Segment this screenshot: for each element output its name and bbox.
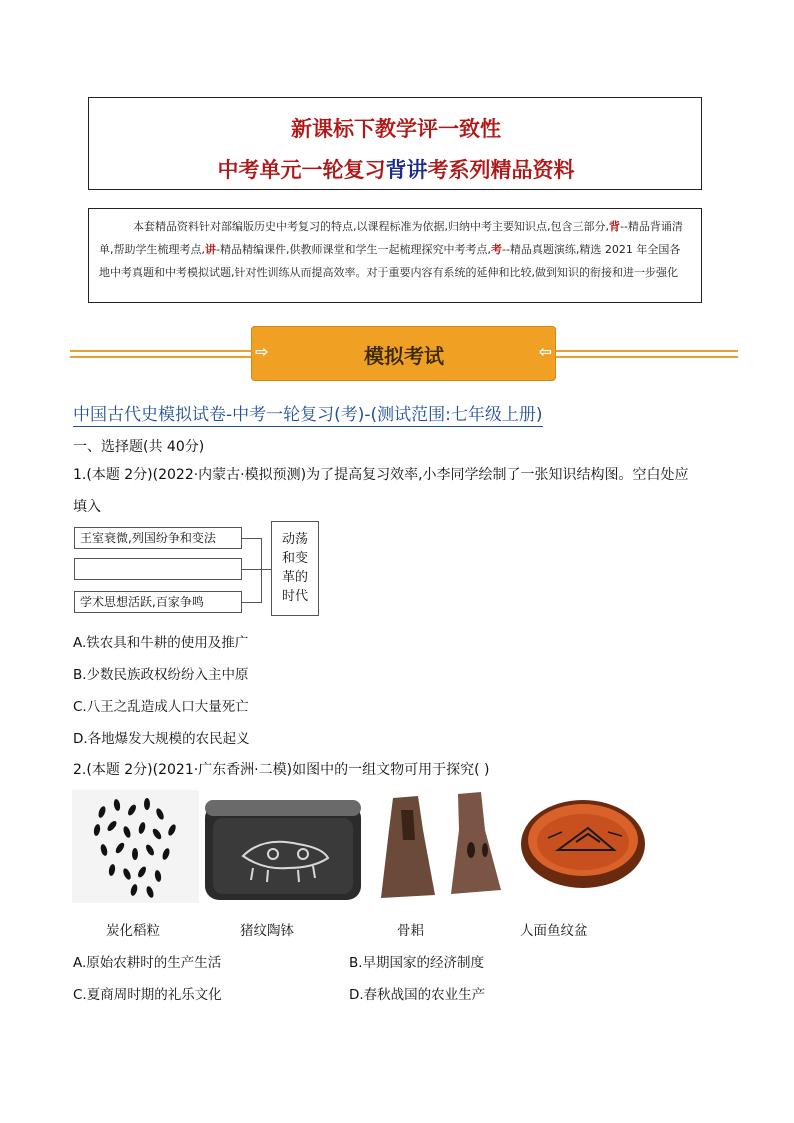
diagram-bracket bbox=[261, 538, 262, 603]
q2-option-c[interactable]: C.夏商周时期的礼乐文化 bbox=[73, 987, 222, 1003]
diagram-connector bbox=[242, 602, 261, 603]
chevron-right-icon: ⇨ bbox=[255, 342, 269, 361]
paper-title: 中国古代史模拟试卷-中考一轮复习(考)-(测试范围:七年级上册) bbox=[73, 400, 543, 427]
banner-label: 模拟考试 bbox=[364, 344, 444, 368]
title-bei: 背 bbox=[385, 157, 407, 182]
q2-option-a[interactable]: A.原始农耕时的生产生活 bbox=[73, 955, 222, 971]
q1-option-c[interactable]: C.八王之乱造成人口大量死亡 bbox=[73, 699, 249, 715]
diagram-result-box bbox=[271, 521, 319, 616]
q2-option-d[interactable]: D.春秋战国的农业生产 bbox=[349, 987, 486, 1003]
diagram-result-line: 革的 bbox=[281, 570, 308, 585]
diagram-result-line: 时代 bbox=[281, 589, 308, 604]
intro-part3: -精品精编课件,供教师课堂和学生一起梳理探究中考考点, bbox=[216, 243, 491, 256]
diagram-connector bbox=[242, 569, 261, 570]
q1-stem-line2: 填入 bbox=[73, 499, 101, 515]
section-banner bbox=[251, 326, 556, 381]
intro-part2: --精品背诵清单,帮助学生梳理考点, bbox=[99, 220, 683, 256]
q2-option-b[interactable]: B.早期国家的经济制度 bbox=[349, 955, 485, 971]
q1-option-d[interactable]: D.各地爆发大规模的农民起义 bbox=[73, 731, 250, 747]
caption-carbonized-rice: 炭化稻粒 bbox=[106, 923, 160, 939]
title-kao: 考 bbox=[427, 157, 449, 182]
title-jiang: 讲 bbox=[406, 157, 428, 182]
intro-kao: 考 bbox=[490, 243, 502, 256]
fish-pattern-basin-image bbox=[518, 798, 648, 894]
diagram-box-3: 学术思想活跃,百家争鸣 bbox=[74, 591, 242, 613]
diagram-box-2-blank bbox=[74, 558, 242, 580]
title-box bbox=[88, 97, 702, 190]
intro-jiang: 讲 bbox=[205, 243, 216, 256]
diagram-connector bbox=[242, 538, 261, 539]
chevron-left-icon: ⇦ bbox=[538, 342, 552, 361]
caption-pig-bowl: 猪纹陶钵 bbox=[240, 923, 294, 939]
caption-bone-spade: 骨耜 bbox=[397, 923, 424, 939]
title-line-1: 新课标下教学评一致性 bbox=[291, 116, 501, 141]
diagram-connector bbox=[261, 569, 271, 570]
caption-fish-basin: 人面鱼纹盆 bbox=[520, 923, 588, 939]
diagram-result-line: 动荡 bbox=[281, 532, 308, 547]
q1-stem-line1: 1.(本题 2分)(2022·内蒙古·模拟预测)为了提高复习效率,小李同学绘制了一张知识结构图。空白处应 bbox=[73, 467, 689, 483]
intro-bei: 背 bbox=[608, 220, 620, 233]
carbonized-rice-image bbox=[72, 790, 199, 903]
intro-part1: 本套精品资料针对部编版历史中考复习的特点,以课程标准为依据,归纳中考主要知识点,包含三部分, bbox=[133, 220, 609, 233]
q2-stem: 2.(本题 2分)(2021·广东香洲·二模)如图中的一组文物可用于探究( ) bbox=[73, 762, 490, 778]
q1-option-b[interactable]: B.少数民族政权纷纷入主中原 bbox=[73, 667, 249, 683]
diagram-box-1: 王室衰微,列国纷争和变法 bbox=[74, 527, 242, 549]
title-line-2-a: 中考单元一轮复习 bbox=[217, 157, 386, 182]
title-line-2-b: 系列精品资料 bbox=[448, 157, 575, 182]
section-heading: 一、选择题(共 40分) bbox=[73, 439, 205, 455]
diagram-result-line: 和变 bbox=[281, 551, 308, 566]
q1-option-a[interactable]: A.铁农具和牛耕的使用及推广 bbox=[73, 635, 249, 651]
intro-part4: --精品真题演练,精选 2021 年全国各地中考真题和中考模拟试题,针对性训练从而提高效率。对于重要内容有系统的延伸和比较,做到知识的衔接和进一步强化 bbox=[99, 243, 681, 279]
bone-spade-image bbox=[373, 790, 516, 902]
title-line-2 bbox=[89, 154, 703, 184]
pig-pattern-bowl-image bbox=[203, 796, 363, 902]
intro-box bbox=[88, 208, 702, 303]
